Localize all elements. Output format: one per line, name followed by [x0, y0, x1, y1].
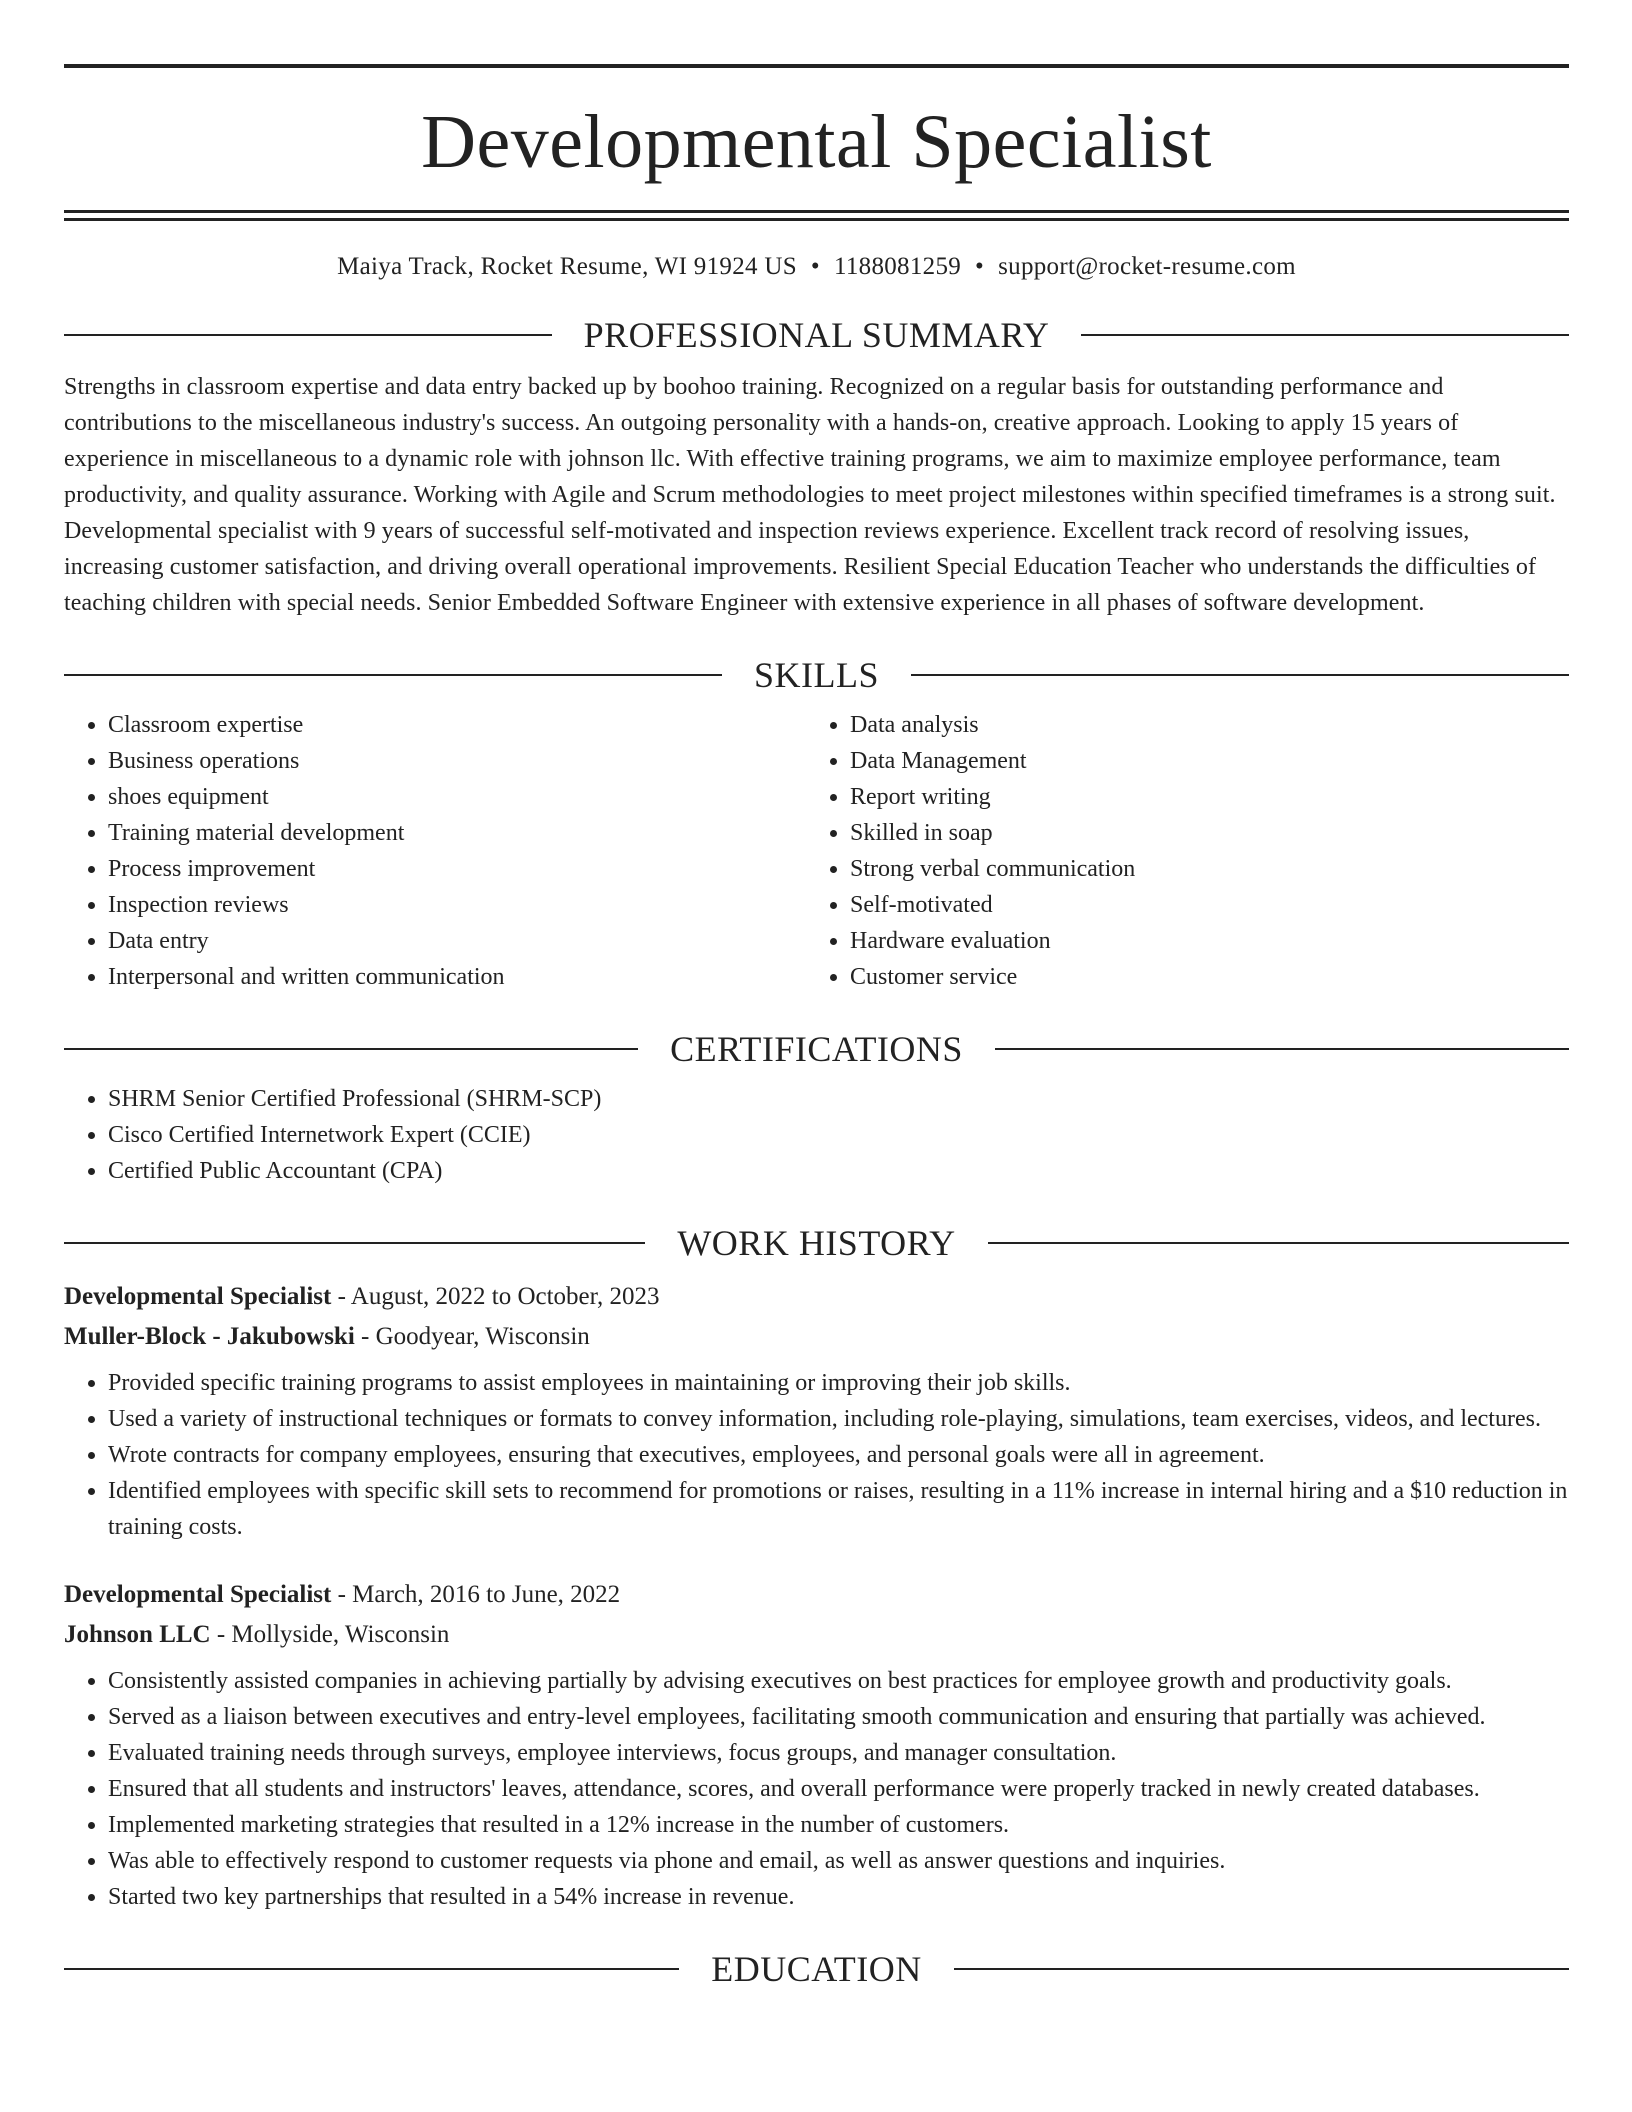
job-title: Developmental Specialist [64, 1283, 332, 1310]
job-entry [64, 1277, 1569, 1545]
skills-column-right [806, 707, 1548, 995]
job-bullet: • Evaluated training needs through surveys, employee interviews, focus groups, and manager consultation. [108, 1735, 1569, 1771]
contact-separator: • [975, 253, 985, 280]
job-company-line [64, 1317, 1569, 1357]
job-bullet: • Identified employees with specific skill sets to recommend for promotions or raises, resulting in a 11% increase in internal hiring and a $10 reduction in training costs. [108, 1473, 1569, 1545]
section-title-work-history: WORK HISTORY [677, 1223, 956, 1263]
job-bullet: • Served as a liaison between executives and entry-level employees, facilitating smooth communication and ensuring that partially was achieved. [108, 1699, 1569, 1735]
job-company: Johnson LLC [64, 1621, 211, 1648]
resume-name: Developmental Specialist [421, 100, 1212, 184]
job-entry [64, 1575, 1569, 1915]
skill-item: • Business operations [108, 743, 806, 779]
summary-text: Strengths in classroom expertise and data entry backed up by boohoo training. Recognized on a regular basis for outstanding performance and contributions to the miscellaneous industry's success. An outgoing personality with a hands-on, creative approach. Looking to apply 15 years of experience in miscellaneous to a dynamic role with johnson llc. With effective training programs, we aim to maximize employee performance, team productivity, and quality assurance. Working with Agile and Scrum methodologies to meet project milestones within specified timeframes is a strong suit. Developmental specialist with 9 years of successful self-motivated and inspection reviews experience. Excellent track record of resolving issues, increasing customer satisfaction, and driving overall operational improvements. Resilient Special Education Teacher who understands the difficulties of teaching children with special needs. Senior Embedded Software Engineer with extensive experience in all phases of software development. [64, 374, 1556, 616]
section-header-education [64, 1949, 1569, 1989]
contact-email: support@rocket-resume.com [998, 253, 1296, 280]
job-bullet: • Ensured that all students and instructors' leaves, attendance, scores, and overall performance were properly tracked in newly created databases. [108, 1771, 1569, 1807]
contact-separator: • [810, 253, 820, 280]
job-location: - Mollyside, Wisconsin [210, 1621, 450, 1648]
divider-line [64, 1968, 679, 1970]
skill-item: • Classroom expertise [108, 707, 806, 743]
divider-line [64, 674, 722, 676]
section-title-summary: PROFESSIONAL SUMMARY [583, 315, 1050, 355]
job-title: Developmental Specialist [64, 1581, 332, 1608]
skill-item: • Hardware evaluation [850, 923, 1548, 959]
skill-item: • Report writing [850, 779, 1548, 815]
skill-item: • Customer service [850, 959, 1548, 995]
job-bullet: • Wrote contracts for company employees, ensuring that executives, employees, and personal goals were all in agreement. [108, 1437, 1569, 1473]
job-bullet: • Used a variety of instructional techniques or formats to convey information, including role-playing, simulations, team exercises, videos, and lectures. [108, 1401, 1569, 1437]
section-title-skills: SKILLS [754, 655, 880, 695]
contact-line [64, 253, 1569, 281]
divider-line [911, 674, 1569, 676]
divider-line [1081, 334, 1569, 336]
top-rule [64, 64, 1569, 68]
section-header-summary [64, 315, 1569, 355]
job-title-line [64, 1575, 1569, 1615]
skill-item: • Data entry [108, 923, 806, 959]
job-dates: - March, 2016 to June, 2022 [331, 1581, 621, 1608]
section-title-certifications: CERTIFICATIONS [670, 1029, 963, 1069]
job-bullet: • Consistently assisted companies in achieving partially by advising executives on best practices for employee growth and productivity goals. [108, 1663, 1569, 1699]
skill-item: • Data analysis [850, 707, 1548, 743]
job-dates: - August, 2022 to October, 2023 [331, 1283, 660, 1310]
section-title-education: EDUCATION [711, 1949, 922, 1989]
job-company: Muller-Block - Jakubowski [64, 1323, 355, 1350]
skills-column-left [64, 707, 806, 995]
job-bullet: • Implemented marketing strategies that resulted in a 12% increase in the number of customers. [108, 1807, 1569, 1843]
job-location: - Goodyear, Wisconsin [354, 1323, 590, 1350]
job-title-line [64, 1277, 1569, 1317]
certification-item: • SHRM Senior Certified Professional (SHRM-SCP) [108, 1081, 1569, 1117]
job-bullet: • Provided specific training programs to assist employees in maintaining or improving their job skills. [108, 1365, 1569, 1401]
job-bullets [64, 1663, 1569, 1915]
skill-item: • Data Management [850, 743, 1548, 779]
section-header-skills [64, 655, 1569, 695]
certification-item: • Certified Public Accountant (CPA) [108, 1153, 1569, 1189]
job-bullets [64, 1365, 1569, 1545]
skills-grid [64, 707, 1569, 995]
job-bullet: • Was able to effectively respond to customer requests via phone and email, as well as answer questions and inquiries. [108, 1843, 1569, 1879]
skill-item: • Interpersonal and written communication [108, 959, 806, 995]
skill-item: • Training material development [108, 815, 806, 851]
skill-item: • Inspection reviews [108, 887, 806, 923]
skill-item: • Self-motivated [850, 887, 1548, 923]
skill-item: • Process improvement [108, 851, 806, 887]
divider-line [64, 1242, 645, 1244]
divider-line [954, 1968, 1569, 1970]
certification-item: • Cisco Certified Internetwork Expert (CCIE) [108, 1117, 1569, 1153]
section-header-certifications [64, 1029, 1569, 1069]
divider-line [988, 1242, 1569, 1244]
section-header-work-history [64, 1223, 1569, 1263]
certifications-list [64, 1081, 1569, 1189]
double-rule [64, 210, 1569, 221]
skills-list-left [64, 707, 806, 995]
contact-phone: 1188081259 [833, 253, 962, 280]
skills-list-right [806, 707, 1548, 995]
divider-line [64, 1048, 638, 1050]
divider-line [64, 334, 552, 336]
skill-item: • Skilled in soap [850, 815, 1548, 851]
divider-line [995, 1048, 1569, 1050]
job-company-line [64, 1615, 1569, 1655]
job-bullet: • Started two key partnerships that resulted in a 54% increase in revenue. [108, 1879, 1569, 1915]
skill-item: • shoes equipment [108, 779, 806, 815]
skill-item: • Strong verbal communication [850, 851, 1548, 887]
contact-address: Maiya Track, Rocket Resume, WI 91924 US [337, 253, 797, 280]
